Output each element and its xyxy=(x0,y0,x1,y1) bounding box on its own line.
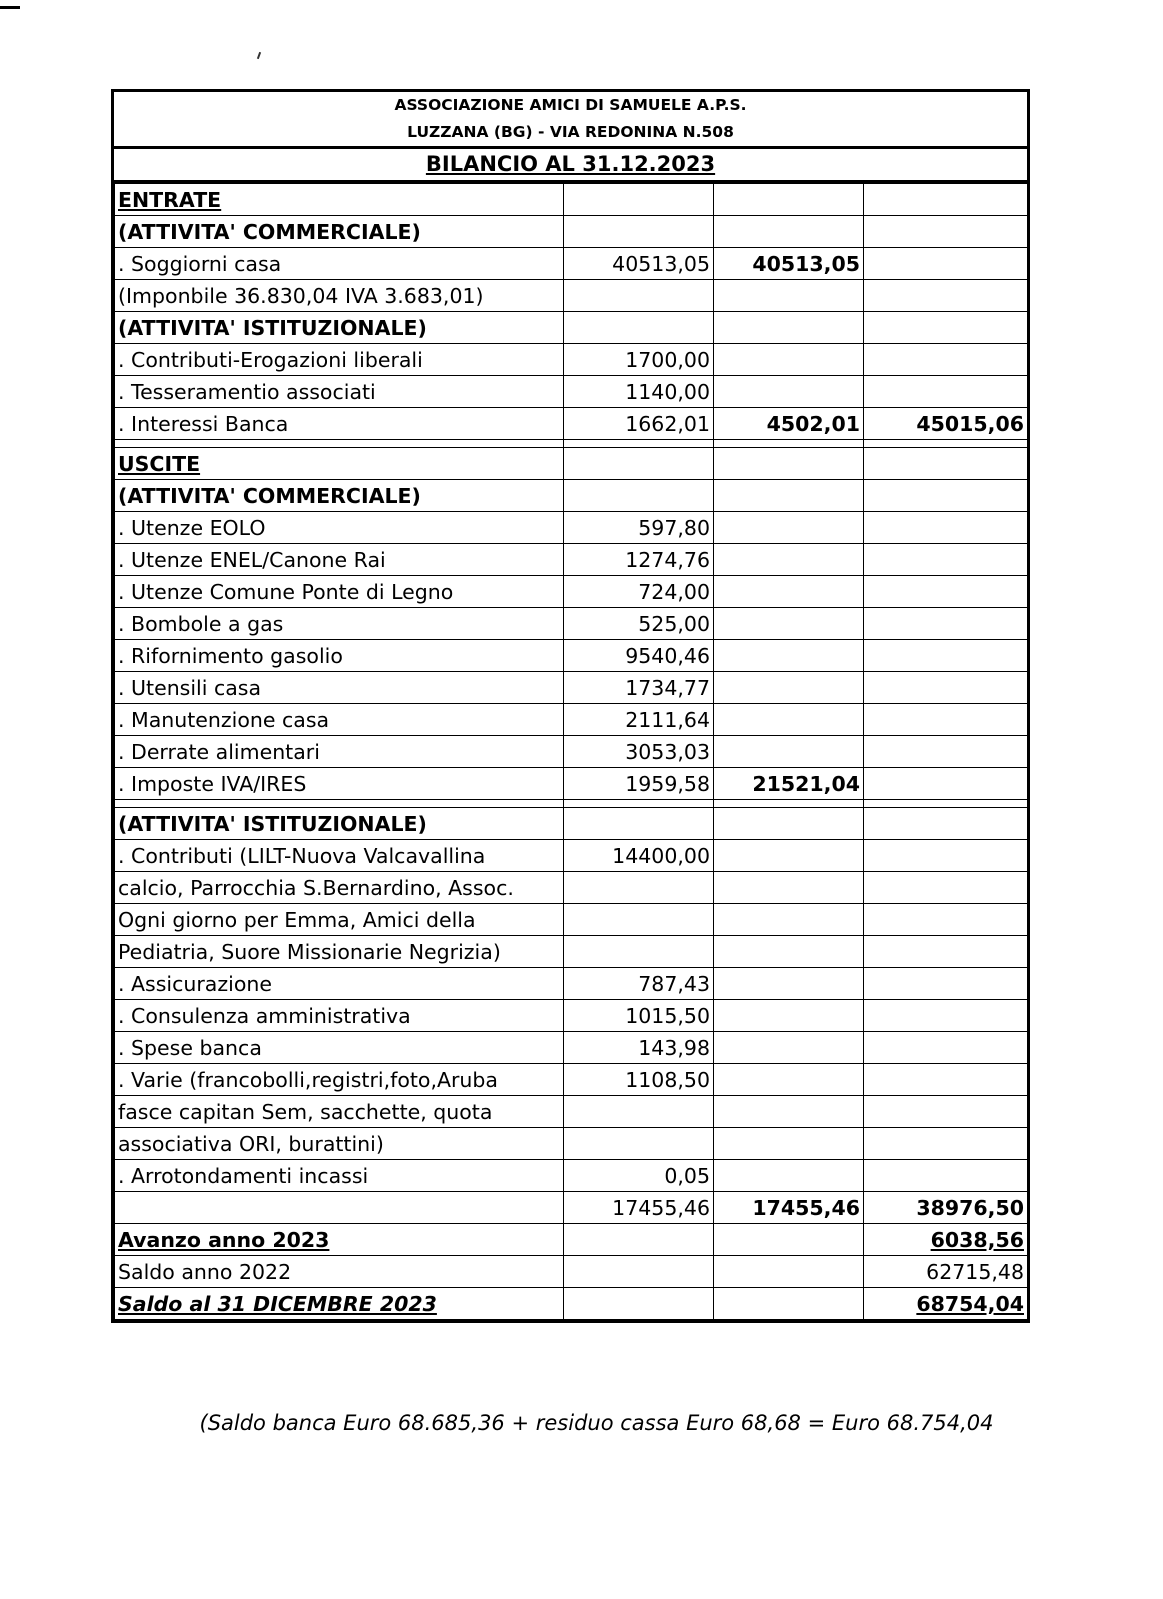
table-row xyxy=(115,1288,1028,1320)
row-label xyxy=(115,1064,564,1096)
amount-cell xyxy=(564,936,714,968)
amount-cell xyxy=(864,872,1028,904)
amount-value: 1959,58 xyxy=(625,771,710,796)
amount-cell xyxy=(564,808,714,840)
amount-cell xyxy=(564,344,714,376)
row-label-text: . Assicurazione xyxy=(118,971,272,996)
row-label-text: USCITE xyxy=(118,451,201,476)
spacer-cell xyxy=(864,800,1028,808)
table-row xyxy=(115,1224,1028,1256)
row-label xyxy=(115,216,564,248)
table-row xyxy=(115,448,1028,480)
amount-value: 1734,77 xyxy=(625,675,710,700)
table-row xyxy=(115,408,1028,440)
amount-cell xyxy=(564,1096,714,1128)
balance-sheet xyxy=(111,89,1030,1323)
row-label xyxy=(115,704,564,736)
amount-cell xyxy=(714,936,864,968)
balance-table-body xyxy=(115,184,1028,1320)
table-row xyxy=(115,1064,1028,1096)
table-row xyxy=(115,1192,1028,1224)
amount-value: 6038,56 xyxy=(930,1227,1024,1252)
table-row xyxy=(115,1096,1028,1128)
row-label-text: . Arrotondamenti incassi xyxy=(118,1163,369,1188)
row-label xyxy=(115,968,564,1000)
amount-cell xyxy=(564,312,714,344)
amount-cell xyxy=(564,1192,714,1224)
amount-cell xyxy=(564,1256,714,1288)
amount-value: 40513,05 xyxy=(612,251,710,276)
row-label-text: fasce capitan Sem, sacchette, quota xyxy=(118,1099,493,1124)
row-label xyxy=(115,1128,564,1160)
table-row xyxy=(115,904,1028,936)
amount-cell xyxy=(714,248,864,280)
row-label-text: (ATTIVITA' COMMERCIALE) xyxy=(118,219,421,244)
amount-cell xyxy=(714,480,864,512)
spacer-row xyxy=(115,440,1028,448)
amount-cell xyxy=(564,248,714,280)
amount-cell xyxy=(864,1192,1028,1224)
row-label xyxy=(115,736,564,768)
amount-cell xyxy=(564,544,714,576)
row-label xyxy=(115,344,564,376)
table-row xyxy=(115,968,1028,1000)
amount-cell xyxy=(714,376,864,408)
amount-cell xyxy=(864,1064,1028,1096)
row-label xyxy=(115,480,564,512)
table-row xyxy=(115,736,1028,768)
amount-cell xyxy=(864,640,1028,672)
spacer-row xyxy=(115,800,1028,808)
amount-cell xyxy=(564,704,714,736)
amount-cell xyxy=(714,640,864,672)
row-label xyxy=(115,312,564,344)
row-label-text: (ATTIVITA' ISTITUZIONALE) xyxy=(118,315,427,340)
amount-value: 1274,76 xyxy=(625,547,710,572)
table-row xyxy=(115,672,1028,704)
amount-cell xyxy=(564,640,714,672)
table-row xyxy=(115,768,1028,800)
amount-cell xyxy=(714,840,864,872)
amount-cell xyxy=(564,872,714,904)
amount-cell xyxy=(714,1256,864,1288)
row-label xyxy=(115,280,564,312)
row-label xyxy=(115,768,564,800)
table-row xyxy=(115,544,1028,576)
scan-speck xyxy=(257,52,261,59)
amount-cell xyxy=(714,872,864,904)
spacer-cell xyxy=(115,800,564,808)
row-label-text: Pediatria, Suore Missionarie Negrizia) xyxy=(118,939,501,964)
table-row xyxy=(115,1160,1028,1192)
amount-cell xyxy=(714,1160,864,1192)
row-label xyxy=(115,608,564,640)
amount-value: 0,05 xyxy=(664,1163,710,1188)
spacer-cell xyxy=(864,440,1028,448)
spacer-cell xyxy=(564,800,714,808)
row-label xyxy=(115,672,564,704)
amount-value: 1108,50 xyxy=(625,1067,710,1092)
amount-cell xyxy=(564,408,714,440)
amount-cell xyxy=(864,936,1028,968)
table-row xyxy=(115,576,1028,608)
amount-cell xyxy=(864,840,1028,872)
amount-cell xyxy=(864,672,1028,704)
amount-cell xyxy=(714,216,864,248)
row-label xyxy=(115,1032,564,1064)
row-label xyxy=(115,840,564,872)
table-row xyxy=(115,216,1028,248)
row-label-text: associativa ORI, burattini) xyxy=(118,1131,384,1156)
amount-cell xyxy=(714,1192,864,1224)
table-row xyxy=(115,808,1028,840)
amount-cell xyxy=(864,768,1028,800)
row-label-text: . Spese banca xyxy=(118,1035,262,1060)
row-label xyxy=(115,1192,564,1224)
amount-cell xyxy=(564,576,714,608)
table-row xyxy=(115,1032,1028,1064)
row-label xyxy=(115,184,564,216)
amount-cell xyxy=(564,512,714,544)
amount-value: 14400,00 xyxy=(612,843,710,868)
amount-value: 17455,46 xyxy=(612,1195,710,1220)
table-row xyxy=(115,280,1028,312)
amount-cell xyxy=(714,576,864,608)
row-label xyxy=(115,512,564,544)
spacer-cell xyxy=(714,800,864,808)
table-row xyxy=(115,608,1028,640)
row-label xyxy=(115,640,564,672)
amount-cell xyxy=(564,1288,714,1320)
amount-value: 597,80 xyxy=(638,515,710,540)
row-label-text: . Utensili casa xyxy=(118,675,262,700)
amount-cell xyxy=(864,1032,1028,1064)
amount-value: 9540,46 xyxy=(625,643,710,668)
table-row xyxy=(115,480,1028,512)
table-row xyxy=(115,936,1028,968)
row-label xyxy=(115,904,564,936)
amount-value: 62715,48 xyxy=(926,1259,1024,1284)
amount-value: 38976,50 xyxy=(916,1195,1024,1220)
organization-name: ASSOCIAZIONE AMICI DI SAMUELE A.P.S. xyxy=(394,96,747,114)
row-label-text: . Tesseramentio associati xyxy=(118,379,376,404)
amount-cell xyxy=(864,1224,1028,1256)
table-row xyxy=(115,184,1028,216)
row-label-text: . Imposte IVA/IRES xyxy=(118,771,307,796)
amount-cell xyxy=(564,1000,714,1032)
row-label xyxy=(115,376,564,408)
amount-cell xyxy=(864,480,1028,512)
row-label xyxy=(115,1000,564,1032)
amount-cell xyxy=(714,1288,864,1320)
amount-value: 1140,00 xyxy=(625,379,710,404)
amount-value: 1700,00 xyxy=(625,347,710,372)
amount-cell xyxy=(564,376,714,408)
amount-value: 3053,03 xyxy=(625,739,710,764)
table-row xyxy=(115,840,1028,872)
amount-cell xyxy=(714,608,864,640)
row-label-text: . Utenze EOLO xyxy=(118,515,266,540)
document-title: BILANCIO AL 31.12.2023 xyxy=(425,152,716,176)
amount-cell xyxy=(564,768,714,800)
amount-cell xyxy=(864,904,1028,936)
table-row xyxy=(115,1256,1028,1288)
amount-cell xyxy=(864,1096,1028,1128)
row-label xyxy=(115,1096,564,1128)
table-row xyxy=(115,512,1028,544)
spacer-cell xyxy=(564,440,714,448)
amount-cell xyxy=(714,544,864,576)
amount-cell xyxy=(564,672,714,704)
amount-cell xyxy=(714,1032,864,1064)
row-label-text: (Imponbile 36.830,04 IVA 3.683,01) xyxy=(118,283,484,308)
row-label-text: . Utenze Comune Ponte di Legno xyxy=(118,579,454,604)
row-label-text: Avanzo anno 2023 xyxy=(118,1227,330,1252)
table-row xyxy=(115,344,1028,376)
amount-cell xyxy=(714,1064,864,1096)
table-row xyxy=(115,1000,1028,1032)
amount-cell xyxy=(714,904,864,936)
row-label-text: calcio, Parrocchia S.Bernardino, Assoc. xyxy=(118,875,514,900)
row-label xyxy=(115,808,564,840)
amount-cell xyxy=(714,672,864,704)
amount-cell xyxy=(864,1000,1028,1032)
amount-cell xyxy=(864,216,1028,248)
amount-cell xyxy=(864,1128,1028,1160)
amount-cell xyxy=(564,904,714,936)
row-label xyxy=(115,1288,564,1320)
amount-value: 143,98 xyxy=(638,1035,710,1060)
amount-cell xyxy=(714,968,864,1000)
row-label-text: . Manutenzione casa xyxy=(118,707,330,732)
row-label-text: . Rifornimento gasolio xyxy=(118,643,343,668)
row-label-text: . Contributi (LILT-Nuova Valcavallina xyxy=(118,843,486,868)
amount-value: 2111,64 xyxy=(625,707,710,732)
amount-cell xyxy=(864,704,1028,736)
amount-cell xyxy=(864,808,1028,840)
row-label-text: Ogni giorno per Emma, Amici della xyxy=(118,907,476,932)
amount-cell xyxy=(564,216,714,248)
amount-cell xyxy=(864,184,1028,216)
scan-corner-mark xyxy=(0,6,20,9)
amount-cell xyxy=(714,280,864,312)
amount-cell xyxy=(564,1032,714,1064)
amount-cell xyxy=(564,1128,714,1160)
amount-cell xyxy=(714,448,864,480)
amount-value: 45015,06 xyxy=(916,411,1024,436)
amount-cell xyxy=(564,968,714,1000)
amount-cell xyxy=(714,768,864,800)
row-label xyxy=(115,1256,564,1288)
amount-cell xyxy=(864,376,1028,408)
amount-cell xyxy=(864,1256,1028,1288)
amount-value: 17455,46 xyxy=(752,1195,860,1220)
amount-cell xyxy=(864,968,1028,1000)
document-title-row xyxy=(114,149,1027,183)
amount-value: 1662,01 xyxy=(625,411,710,436)
amount-cell xyxy=(714,1000,864,1032)
amount-cell xyxy=(714,704,864,736)
organization-address: LUZZANA (BG) - VIA REDONINA N.508 xyxy=(407,123,734,141)
table-row xyxy=(115,872,1028,904)
amount-cell xyxy=(714,736,864,768)
row-label xyxy=(115,936,564,968)
amount-cell xyxy=(564,1064,714,1096)
table-row xyxy=(115,1128,1028,1160)
amount-value: 40513,05 xyxy=(752,251,860,276)
row-label xyxy=(115,1224,564,1256)
row-label xyxy=(115,544,564,576)
amount-cell xyxy=(564,840,714,872)
table-row xyxy=(115,640,1028,672)
table-row xyxy=(115,312,1028,344)
amount-cell xyxy=(714,1128,864,1160)
document-header xyxy=(114,92,1027,149)
row-label xyxy=(115,448,564,480)
table-row xyxy=(115,704,1028,736)
row-label-text: . Utenze ENEL/Canone Rai xyxy=(118,547,386,572)
amount-cell xyxy=(864,1288,1028,1320)
amount-cell xyxy=(564,448,714,480)
amount-value: 525,00 xyxy=(638,611,710,636)
amount-cell xyxy=(864,544,1028,576)
row-label-text: ENTRATE xyxy=(118,187,222,212)
amount-value: 21521,04 xyxy=(752,771,860,796)
row-label-text: . Contributi-Erogazioni liberali xyxy=(118,347,423,372)
row-label-text: (ATTIVITA' ISTITUZIONALE) xyxy=(118,811,427,836)
balance-table xyxy=(114,183,1028,1320)
table-row xyxy=(115,248,1028,280)
amount-cell xyxy=(564,1160,714,1192)
amount-cell xyxy=(564,480,714,512)
amount-cell xyxy=(714,312,864,344)
amount-cell xyxy=(864,280,1028,312)
row-label-text: . Derrate alimentari xyxy=(118,739,320,764)
spacer-cell xyxy=(115,440,564,448)
amount-cell xyxy=(714,512,864,544)
table-row xyxy=(115,376,1028,408)
footnote: (Saldo banca Euro 68.685,36 + residuo cassa Euro 68,68 = Euro 68.754,04 xyxy=(199,1411,994,1435)
amount-cell xyxy=(864,248,1028,280)
amount-cell xyxy=(714,808,864,840)
row-label xyxy=(115,408,564,440)
amount-cell xyxy=(564,1224,714,1256)
amount-cell xyxy=(864,312,1028,344)
row-label-text: Saldo anno 2022 xyxy=(118,1259,292,1284)
amount-cell xyxy=(564,736,714,768)
amount-cell xyxy=(564,184,714,216)
amount-cell xyxy=(714,344,864,376)
row-label-text: . Bombole a gas xyxy=(118,611,284,636)
amount-value: 1015,50 xyxy=(625,1003,710,1028)
amount-cell xyxy=(714,1096,864,1128)
amount-value: 4502,01 xyxy=(766,411,860,436)
amount-cell xyxy=(864,512,1028,544)
amount-cell xyxy=(564,608,714,640)
amount-cell xyxy=(714,1224,864,1256)
spacer-cell xyxy=(714,440,864,448)
row-label-text: . Consulenza amministrativa xyxy=(118,1003,411,1028)
amount-cell xyxy=(864,408,1028,440)
row-label xyxy=(115,1160,564,1192)
amount-cell xyxy=(864,448,1028,480)
row-label-text: . Soggiorni casa xyxy=(118,251,282,276)
amount-value: 787,43 xyxy=(638,971,710,996)
row-label xyxy=(115,248,564,280)
row-label-text: Saldo al 31 DICEMBRE 2023 xyxy=(118,1291,437,1316)
amount-value: 68754,04 xyxy=(916,1291,1024,1316)
row-label-text: . Varie (francobolli,registri,foto,Aruba xyxy=(118,1067,498,1092)
row-label-text: (ATTIVITA' COMMERCIALE) xyxy=(118,483,421,508)
amount-cell xyxy=(714,408,864,440)
amount-cell xyxy=(864,1160,1028,1192)
amount-cell xyxy=(564,280,714,312)
row-label xyxy=(115,872,564,904)
amount-cell xyxy=(864,736,1028,768)
amount-value: 724,00 xyxy=(638,579,710,604)
amount-cell xyxy=(864,608,1028,640)
row-label-text: . Interessi Banca xyxy=(118,411,289,436)
row-label xyxy=(115,576,564,608)
amount-cell xyxy=(864,344,1028,376)
amount-cell xyxy=(864,576,1028,608)
amount-cell xyxy=(714,184,864,216)
